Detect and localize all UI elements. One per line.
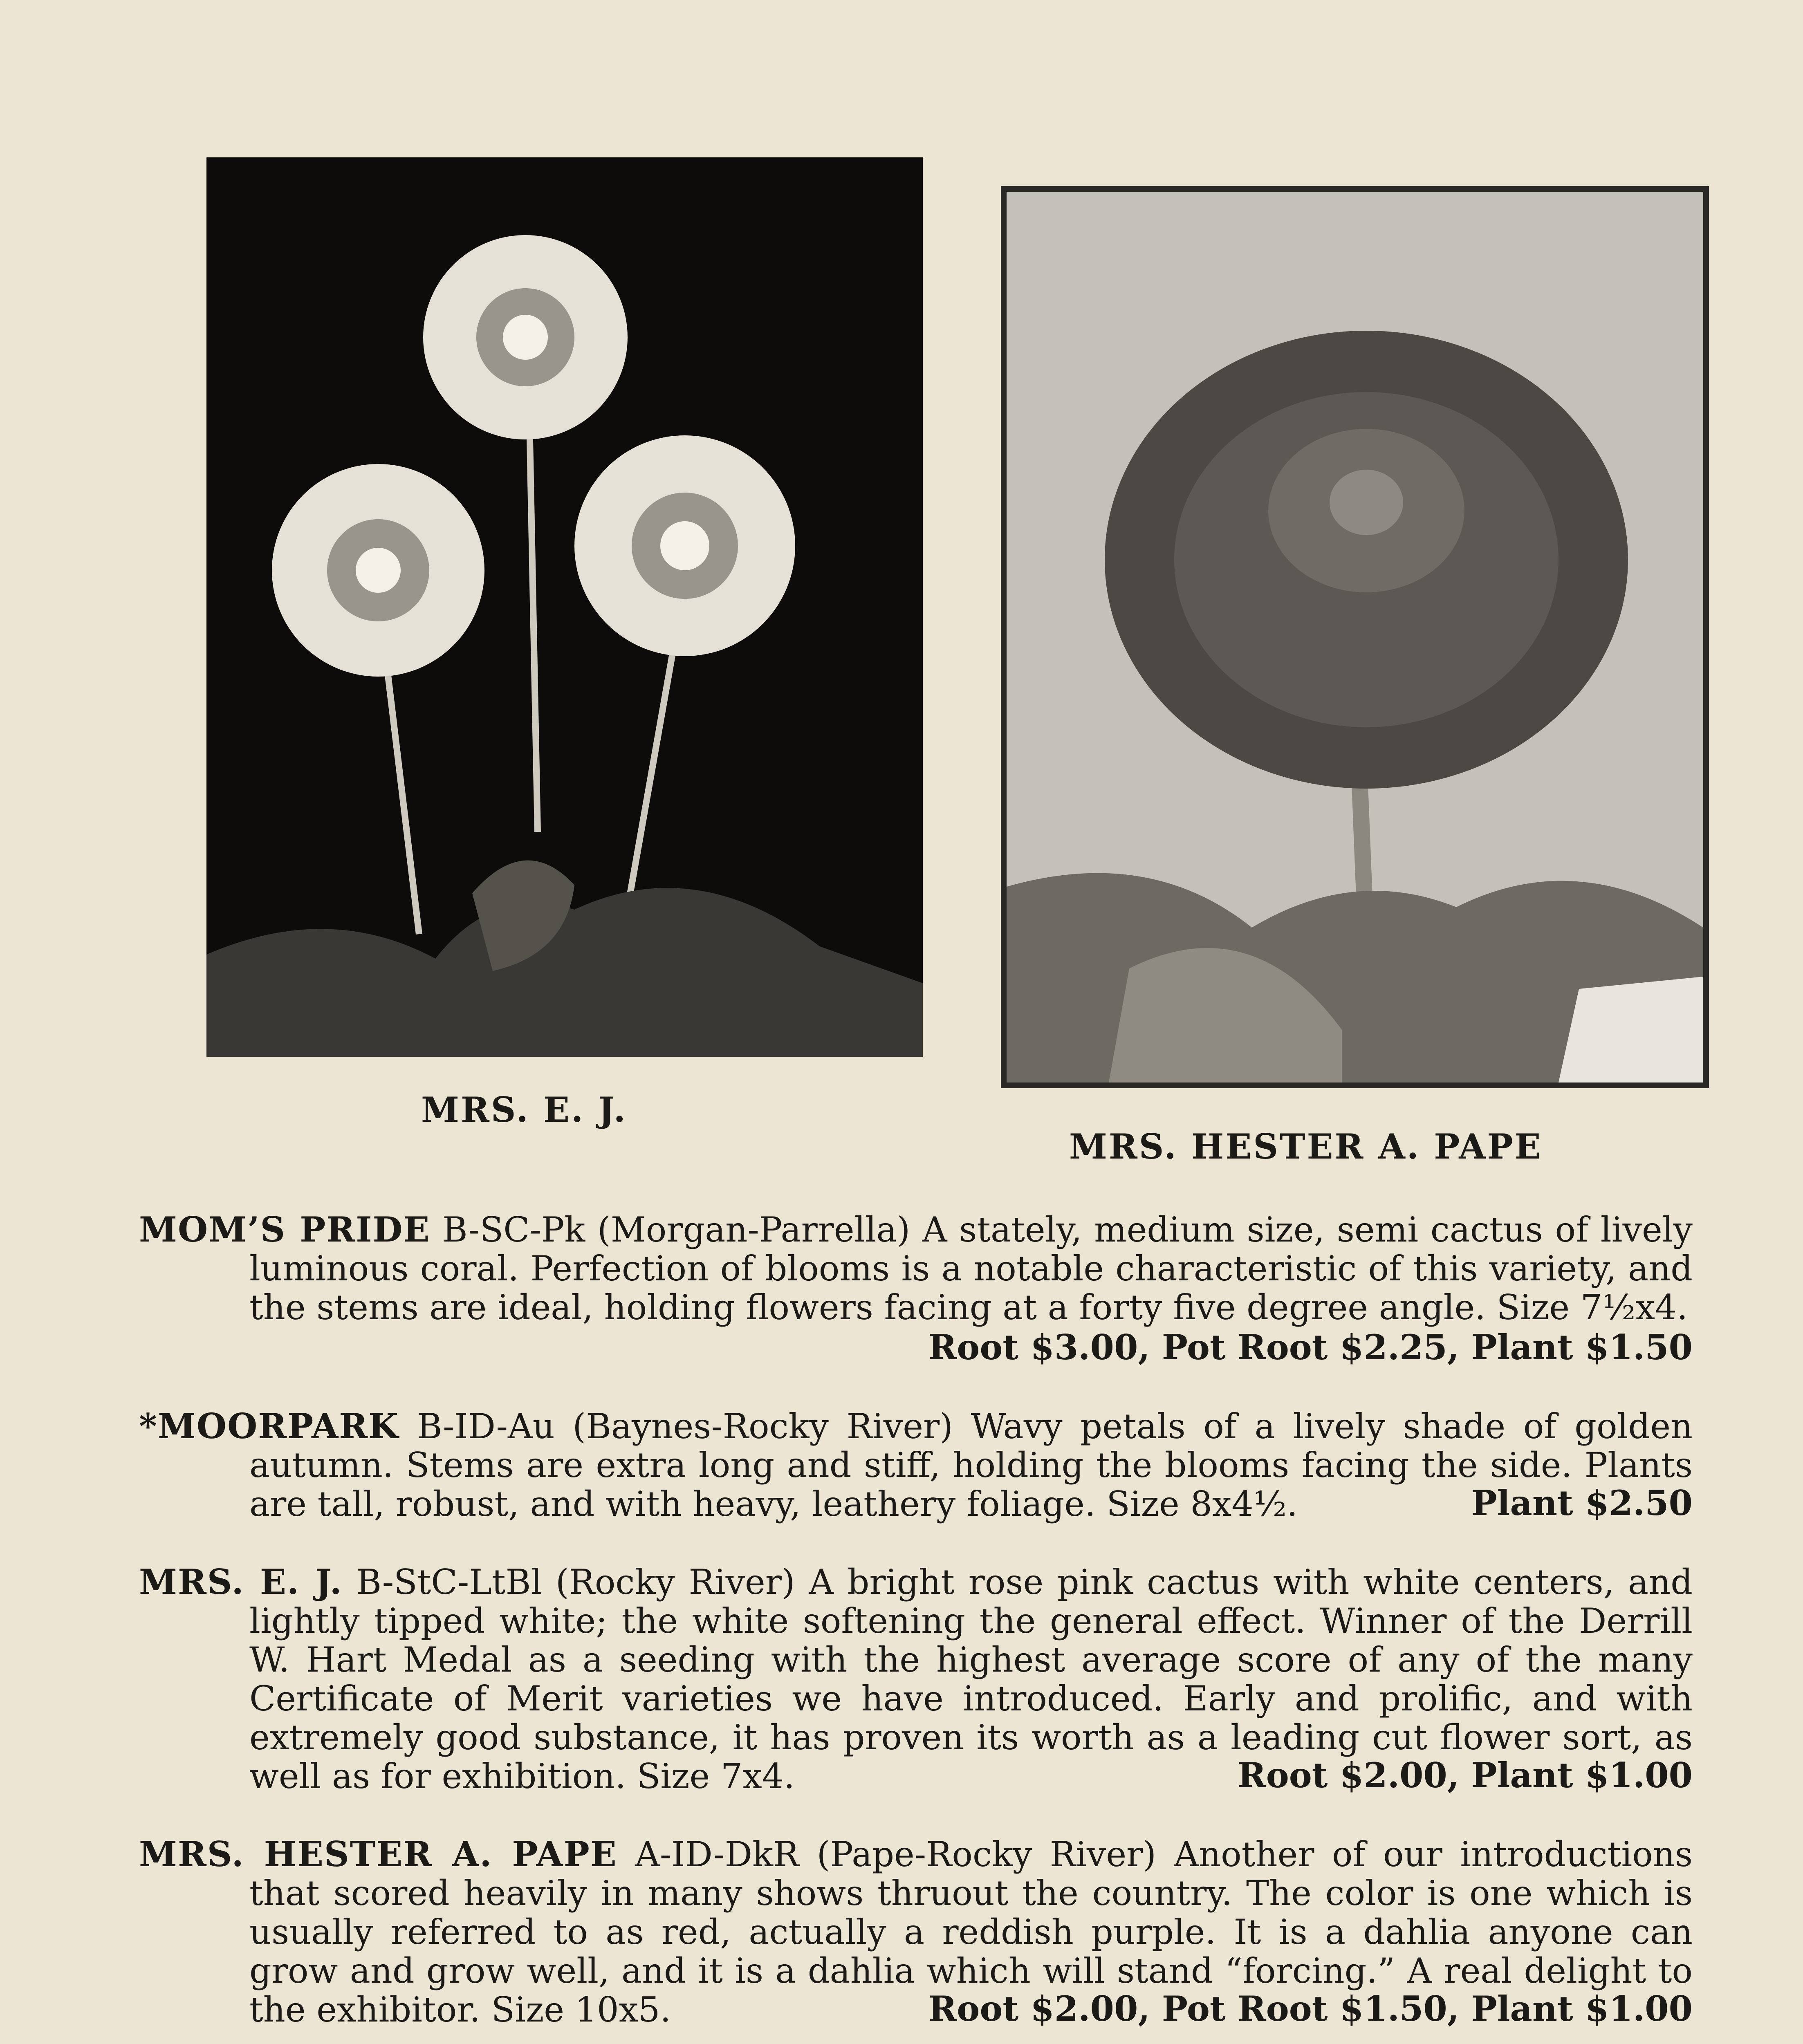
- photo-caption-right: MRS. HESTER A. PAPE: [1069, 1126, 1543, 1167]
- photo-caption-left: MRS. E. J.: [421, 1089, 627, 1130]
- entry-moorpark: [139, 1407, 1693, 1524]
- entry-description: [139, 1210, 1693, 1327]
- variety-name: MRS. HESTER A. PAPE: [139, 1834, 617, 1874]
- entry-moms-pride: [139, 1210, 1693, 1368]
- variety-name: MRS. E. J.: [139, 1562, 343, 1602]
- variety-price: Root $2.00, Pot Root $1.50, Plant $1.00: [928, 1988, 1693, 2029]
- variety-price: Root $3.00, Pot Root $2.25, Plant $1.50: [928, 1327, 1693, 1367]
- dahlia-photo-mrs-hester-a-pape: [1001, 186, 1709, 1088]
- variety-text: A-ID-DkR (Pape-Rocky River) Another of our introductions that scored heavily in many shows thruout the country. The color is one which is usually referred to as red, actually a reddish purple. It is a dahlia anyone can grow and grow well, and it is a dahlia which will stand “forcing.” A real delight to the exhibitor. Size 10x5.: [249, 1834, 1693, 2030]
- variety-text: B-SC-Pk (Morgan-Parrella) A stately, medium size, semi cactus of lively luminous coral. Perfection of blooms is a notable characteristic of this variety, and the stems are ideal, holding flowers facing at a forty five degree angle. Size 7½x4.: [249, 1210, 1693, 1327]
- dahlia-entries: [139, 1210, 1693, 2044]
- variety-name: *MOORPARK: [139, 1406, 399, 1446]
- variety-price: Root $2.00, Plant $1.00: [1237, 1755, 1693, 1795]
- entry-mrs-hester-a-pape: [139, 1835, 1693, 2029]
- variety-text: B-StC-LtBl (Rocky River) A bright rose pink cactus with white centers, and lightly tipped white; the white softening the general effect. Winner of the Derrill W. Hart Medal as a seeding with the highest average score of any of the many Certificate of Merit varieties we have introduced. Early and prolific, and with extremely good substance, it has proven its worth as a leading cut flower sort, as well as for exhibition. Size 7x4.: [249, 1562, 1693, 1796]
- variety-name: MOM’S PRIDE: [139, 1209, 431, 1250]
- variety-price: Plant $2.50: [1471, 1483, 1693, 1523]
- entry-mrs-ej: [139, 1562, 1693, 1796]
- dahlia-photo-mrs-ej: [206, 157, 923, 1057]
- variety-text: B-ID-Au (Baynes-Rocky River) Wavy petals of a lively shade of golden autumn. Stems are extra long and stiff, holding the blooms facing the side. Plants are tall, robust, and with heavy, leathery foliage. Size 8x4½.: [249, 1406, 1693, 1524]
